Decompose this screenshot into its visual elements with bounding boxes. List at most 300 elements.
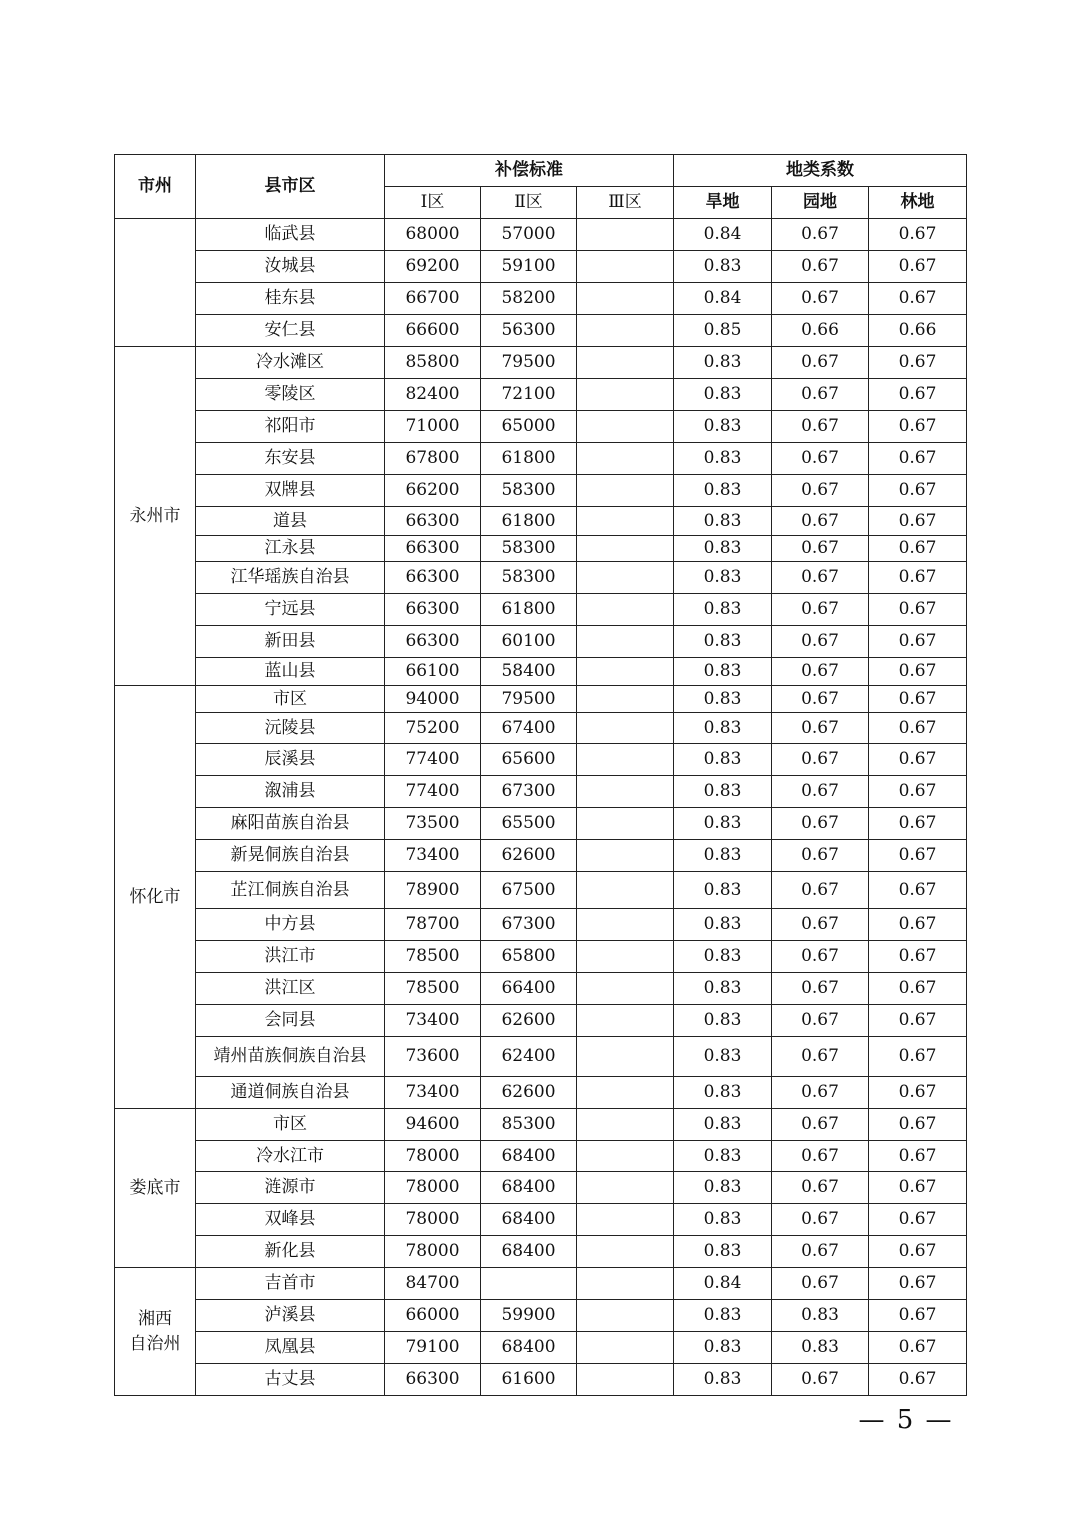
zone2-cell: 65600 xyxy=(481,744,577,776)
zone3-cell xyxy=(577,1268,674,1300)
county-cell: 蓝山县 xyxy=(196,658,385,686)
dry-coef-cell: 0.83 xyxy=(674,1037,772,1077)
zone2-cell: 58200 xyxy=(481,283,577,315)
dry-coef-cell: 0.83 xyxy=(674,808,772,840)
table-row xyxy=(115,1005,967,1037)
zone2-cell: 67500 xyxy=(481,872,577,909)
zone2-cell: 56300 xyxy=(481,315,577,347)
garden-coef-cell: 0.67 xyxy=(772,1141,869,1172)
zone1-cell: 71000 xyxy=(385,411,481,443)
zone2-header: Ⅱ区 xyxy=(481,187,577,219)
forest-coef-cell: 0.67 xyxy=(869,1268,967,1300)
garden-coef-cell: 0.67 xyxy=(772,872,869,909)
forest-coef-cell: 0.66 xyxy=(869,315,967,347)
zone1-cell: 77400 xyxy=(385,776,481,808)
county-cell: 麻阳苗族自治县 xyxy=(196,808,385,840)
garden-coef-cell: 0.67 xyxy=(772,283,869,315)
dry-coef-cell: 0.84 xyxy=(674,283,772,315)
zone1-cell: 78900 xyxy=(385,872,481,909)
garden-coef-cell: 0.67 xyxy=(772,219,869,251)
county-cell: 吉首市 xyxy=(196,1268,385,1300)
forest-coef-cell: 0.67 xyxy=(869,562,967,594)
garden-coef-cell: 0.67 xyxy=(772,1005,869,1037)
zone1-cell: 73400 xyxy=(385,1077,481,1109)
dry-coef-cell: 0.83 xyxy=(674,347,772,379)
zone3-cell xyxy=(577,1172,674,1204)
garden-coef-cell: 0.67 xyxy=(772,1236,869,1268)
county-cell: 泸溪县 xyxy=(196,1300,385,1332)
zone1-cell: 66300 xyxy=(385,626,481,658)
garden-coef-cell: 0.67 xyxy=(772,1077,869,1109)
county-cell: 双峰县 xyxy=(196,1204,385,1236)
county-cell: 道县 xyxy=(196,507,385,536)
dry-coef-cell: 0.84 xyxy=(674,219,772,251)
garden-coef-cell: 0.67 xyxy=(772,536,869,562)
forest-coef-cell: 0.67 xyxy=(869,507,967,536)
forest-coef-cell: 0.67 xyxy=(869,475,967,507)
forest-land-header: 林地 xyxy=(869,187,967,219)
dry-coef-cell: 0.83 xyxy=(674,1109,772,1141)
zone3-cell xyxy=(577,1204,674,1236)
dry-coef-cell: 0.83 xyxy=(674,973,772,1005)
zone3-cell xyxy=(577,1109,674,1141)
forest-coef-cell: 0.67 xyxy=(869,219,967,251)
garden-coef-cell: 0.83 xyxy=(772,1332,869,1364)
zone1-cell: 75200 xyxy=(385,713,481,744)
table-row xyxy=(115,1332,967,1364)
county-cell: 通道侗族自治县 xyxy=(196,1077,385,1109)
zone2-cell: 62400 xyxy=(481,1037,577,1077)
garden-coef-cell: 0.67 xyxy=(772,658,869,686)
garden-coef-cell: 0.67 xyxy=(772,1364,869,1396)
table-row xyxy=(115,1300,967,1332)
zone2-cell: 68400 xyxy=(481,1172,577,1204)
garden-coef-cell: 0.67 xyxy=(772,1172,869,1204)
garden-coef-cell: 0.67 xyxy=(772,686,869,713)
table-row xyxy=(115,1109,967,1141)
forest-coef-cell: 0.67 xyxy=(869,808,967,840)
zone2-cell: 58400 xyxy=(481,658,577,686)
county-cell: 市区 xyxy=(196,686,385,713)
zone3-cell xyxy=(577,1300,674,1332)
zone2-cell: 68400 xyxy=(481,1141,577,1172)
zone2-cell: 66400 xyxy=(481,973,577,1005)
zone1-cell: 78700 xyxy=(385,909,481,941)
zone2-cell: 67300 xyxy=(481,776,577,808)
table-row xyxy=(115,872,967,909)
zone3-header: Ⅲ区 xyxy=(577,187,674,219)
zone1-cell: 94000 xyxy=(385,686,481,713)
land-coefficient-header: 地类系数 xyxy=(674,155,967,187)
zone2-cell: 58300 xyxy=(481,562,577,594)
zone1-cell: 66000 xyxy=(385,1300,481,1332)
zone2-cell: 60100 xyxy=(481,626,577,658)
county-cell: 双牌县 xyxy=(196,475,385,507)
zone3-cell xyxy=(577,626,674,658)
zone2-cell: 67400 xyxy=(481,713,577,744)
forest-coef-cell: 0.67 xyxy=(869,1332,967,1364)
zone3-cell xyxy=(577,744,674,776)
table-row xyxy=(115,909,967,941)
dry-coef-cell: 0.83 xyxy=(674,744,772,776)
zone3-cell xyxy=(577,1364,674,1396)
county-cell: 中方县 xyxy=(196,909,385,941)
forest-coef-cell: 0.67 xyxy=(869,941,967,973)
zone3-cell xyxy=(577,1037,674,1077)
zone3-cell xyxy=(577,808,674,840)
dry-coef-cell: 0.83 xyxy=(674,1141,772,1172)
zone1-cell: 73400 xyxy=(385,1005,481,1037)
zone3-cell xyxy=(577,1005,674,1037)
zone3-cell xyxy=(577,536,674,562)
zone2-cell: 67300 xyxy=(481,909,577,941)
zone3-cell xyxy=(577,840,674,872)
zone3-cell xyxy=(577,909,674,941)
zone3-cell xyxy=(577,507,674,536)
garden-coef-cell: 0.67 xyxy=(772,443,869,475)
garden-coef-cell: 0.67 xyxy=(772,594,869,626)
forest-coef-cell: 0.67 xyxy=(869,1005,967,1037)
dry-land-header: 旱地 xyxy=(674,187,772,219)
zone3-cell xyxy=(577,283,674,315)
dry-coef-cell: 0.83 xyxy=(674,1236,772,1268)
garden-coef-cell: 0.67 xyxy=(772,1268,869,1300)
dry-coef-cell: 0.83 xyxy=(674,941,772,973)
county-cell: 涟源市 xyxy=(196,1172,385,1204)
table-row xyxy=(115,379,967,411)
zone2-cell: 59900 xyxy=(481,1300,577,1332)
zone2-cell: 68400 xyxy=(481,1236,577,1268)
zone2-cell: 65500 xyxy=(481,808,577,840)
dry-coef-cell: 0.85 xyxy=(674,315,772,347)
zone2-cell: 68400 xyxy=(481,1332,577,1364)
county-cell: 沅陵县 xyxy=(196,713,385,744)
county-cell: 洪江区 xyxy=(196,973,385,1005)
forest-coef-cell: 0.67 xyxy=(869,411,967,443)
county-cell: 零陵区 xyxy=(196,379,385,411)
garden-coef-cell: 0.67 xyxy=(772,507,869,536)
forest-coef-cell: 0.67 xyxy=(869,594,967,626)
garden-coef-cell: 0.67 xyxy=(772,808,869,840)
county-cell: 冷水江市 xyxy=(196,1141,385,1172)
forest-coef-cell: 0.67 xyxy=(869,840,967,872)
table-row xyxy=(115,744,967,776)
dry-coef-cell: 0.83 xyxy=(674,1077,772,1109)
zone1-cell: 66300 xyxy=(385,594,481,626)
zone1-cell: 66100 xyxy=(385,658,481,686)
city-cell xyxy=(115,1268,196,1396)
dry-coef-cell: 0.84 xyxy=(674,1268,772,1300)
zone2-cell: 61800 xyxy=(481,443,577,475)
county-cell: 祁阳市 xyxy=(196,411,385,443)
county-cell: 会同县 xyxy=(196,1005,385,1037)
county-cell: 溆浦县 xyxy=(196,776,385,808)
county-cell: 芷江侗族自治县 xyxy=(196,872,385,909)
zone3-cell xyxy=(577,1077,674,1109)
county-cell: 宁远县 xyxy=(196,594,385,626)
zone2-cell: 62600 xyxy=(481,840,577,872)
forest-coef-cell: 0.67 xyxy=(869,872,967,909)
table-row xyxy=(115,973,967,1005)
garden-coef-cell: 0.67 xyxy=(772,379,869,411)
garden-coef-cell: 0.67 xyxy=(772,1109,869,1141)
zone2-cell: 65800 xyxy=(481,941,577,973)
table-row xyxy=(115,411,967,443)
forest-coef-cell: 0.67 xyxy=(869,744,967,776)
table-row xyxy=(115,776,967,808)
zone3-cell xyxy=(577,379,674,411)
garden-coef-cell: 0.67 xyxy=(772,744,869,776)
garden-coef-cell: 0.67 xyxy=(772,475,869,507)
table-row xyxy=(115,475,967,507)
garden-coef-cell: 0.66 xyxy=(772,315,869,347)
zone3-cell xyxy=(577,776,674,808)
zone1-cell: 77400 xyxy=(385,744,481,776)
table-row xyxy=(115,686,967,713)
table-body xyxy=(115,219,967,1396)
city-cell: 怀化市 xyxy=(115,686,196,1109)
dry-coef-cell: 0.83 xyxy=(674,507,772,536)
county-cell: 凤凰县 xyxy=(196,1332,385,1364)
forest-coef-cell: 0.67 xyxy=(869,1204,967,1236)
zone1-cell: 66700 xyxy=(385,283,481,315)
forest-coef-cell: 0.67 xyxy=(869,1077,967,1109)
dry-coef-cell: 0.83 xyxy=(674,1204,772,1236)
table-row xyxy=(115,1172,967,1204)
zone2-cell: 85300 xyxy=(481,1109,577,1141)
dry-coef-cell: 0.83 xyxy=(674,1300,772,1332)
forest-coef-cell: 0.67 xyxy=(869,1141,967,1172)
compensation-standard-header: 补偿标准 xyxy=(385,155,674,187)
forest-coef-cell: 0.67 xyxy=(869,443,967,475)
table-row xyxy=(115,443,967,475)
zone3-cell xyxy=(577,562,674,594)
dry-coef-cell: 0.83 xyxy=(674,1364,772,1396)
garden-coef-cell: 0.67 xyxy=(772,1037,869,1077)
zone3-cell xyxy=(577,686,674,713)
forest-coef-cell: 0.67 xyxy=(869,1364,967,1396)
zone3-cell xyxy=(577,1236,674,1268)
table-row xyxy=(115,219,967,251)
zone1-cell: 73500 xyxy=(385,808,481,840)
dry-coef-cell: 0.83 xyxy=(674,1005,772,1037)
zone1-cell: 78500 xyxy=(385,941,481,973)
county-cell: 安仁县 xyxy=(196,315,385,347)
zone1-cell: 78000 xyxy=(385,1172,481,1204)
dry-coef-cell: 0.83 xyxy=(674,594,772,626)
dry-coef-cell: 0.83 xyxy=(674,872,772,909)
table-row xyxy=(115,283,967,315)
garden-land-header: 园地 xyxy=(772,187,869,219)
garden-coef-cell: 0.67 xyxy=(772,1204,869,1236)
county-cell: 临武县 xyxy=(196,219,385,251)
zone1-cell: 68000 xyxy=(385,219,481,251)
dry-coef-cell: 0.83 xyxy=(674,1172,772,1204)
zone2-cell: 61800 xyxy=(481,507,577,536)
table-row xyxy=(115,713,967,744)
garden-coef-cell: 0.67 xyxy=(772,626,869,658)
page-number: — 5 — xyxy=(858,1405,954,1435)
dry-coef-cell: 0.83 xyxy=(674,411,772,443)
dry-coef-cell: 0.83 xyxy=(674,562,772,594)
table-row xyxy=(115,1204,967,1236)
garden-coef-cell: 0.67 xyxy=(772,562,869,594)
zone3-cell xyxy=(577,1141,674,1172)
zone1-cell: 73400 xyxy=(385,840,481,872)
zone2-cell: 79500 xyxy=(481,347,577,379)
county-cell: 冷水滩区 xyxy=(196,347,385,379)
forest-coef-cell: 0.67 xyxy=(869,909,967,941)
zone2-cell: 59100 xyxy=(481,251,577,283)
county-cell: 汝城县 xyxy=(196,251,385,283)
county-cell: 市区 xyxy=(196,1109,385,1141)
dry-coef-cell: 0.83 xyxy=(674,840,772,872)
col-city-header: 市州 xyxy=(115,155,196,219)
zone2-cell: 62600 xyxy=(481,1005,577,1037)
table-row xyxy=(115,347,967,379)
zone2-cell xyxy=(481,1268,577,1300)
zone1-header: Ⅰ区 xyxy=(385,187,481,219)
forest-coef-cell: 0.67 xyxy=(869,1300,967,1332)
garden-coef-cell: 0.67 xyxy=(772,941,869,973)
forest-coef-cell: 0.67 xyxy=(869,686,967,713)
forest-coef-cell: 0.67 xyxy=(869,283,967,315)
compensation-table xyxy=(114,154,967,1396)
garden-coef-cell: 0.67 xyxy=(772,411,869,443)
forest-coef-cell: 0.67 xyxy=(869,1236,967,1268)
county-cell: 辰溪县 xyxy=(196,744,385,776)
forest-coef-cell: 0.67 xyxy=(869,658,967,686)
forest-coef-cell: 0.67 xyxy=(869,347,967,379)
table-row xyxy=(115,840,967,872)
zone3-cell xyxy=(577,713,674,744)
dry-coef-cell: 0.83 xyxy=(674,626,772,658)
zone3-cell xyxy=(577,251,674,283)
zone3-cell xyxy=(577,658,674,686)
county-cell: 新化县 xyxy=(196,1236,385,1268)
zone3-cell xyxy=(577,941,674,973)
zone2-cell: 61600 xyxy=(481,1364,577,1396)
dry-coef-cell: 0.83 xyxy=(674,536,772,562)
forest-coef-cell: 0.67 xyxy=(869,379,967,411)
table-row xyxy=(115,1077,967,1109)
county-cell: 新田县 xyxy=(196,626,385,658)
county-cell: 桂东县 xyxy=(196,283,385,315)
dry-coef-cell: 0.83 xyxy=(674,658,772,686)
dry-coef-cell: 0.83 xyxy=(674,475,772,507)
city-cell: 永州市 xyxy=(115,347,196,686)
county-cell: 新晃侗族自治县 xyxy=(196,840,385,872)
county-cell: 古丈县 xyxy=(196,1364,385,1396)
table-row xyxy=(115,1268,967,1300)
dry-coef-cell: 0.83 xyxy=(674,776,772,808)
zone2-cell: 72100 xyxy=(481,379,577,411)
zone3-cell xyxy=(577,411,674,443)
dry-coef-cell: 0.83 xyxy=(674,909,772,941)
zone1-cell: 78000 xyxy=(385,1141,481,1172)
zone1-cell: 78000 xyxy=(385,1204,481,1236)
zone1-cell: 78000 xyxy=(385,1236,481,1268)
zone3-cell xyxy=(577,443,674,475)
table-row xyxy=(115,594,967,626)
garden-coef-cell: 0.67 xyxy=(772,776,869,808)
table-row xyxy=(115,1236,967,1268)
dry-coef-cell: 0.83 xyxy=(674,251,772,283)
zone2-cell: 62600 xyxy=(481,1077,577,1109)
county-cell: 靖州苗族侗族自治县 xyxy=(196,1037,385,1077)
forest-coef-cell: 0.67 xyxy=(869,1109,967,1141)
zone1-cell: 78500 xyxy=(385,973,481,1005)
table-row xyxy=(115,626,967,658)
dry-coef-cell: 0.83 xyxy=(674,686,772,713)
dry-coef-cell: 0.83 xyxy=(674,443,772,475)
garden-coef-cell: 0.83 xyxy=(772,1300,869,1332)
forest-coef-cell: 0.67 xyxy=(869,251,967,283)
zone2-cell: 79500 xyxy=(481,686,577,713)
zone2-cell: 65000 xyxy=(481,411,577,443)
table-row xyxy=(115,251,967,283)
zone3-cell xyxy=(577,475,674,507)
city-cell xyxy=(115,219,196,347)
zone3-cell xyxy=(577,1332,674,1364)
zone1-cell: 66600 xyxy=(385,315,481,347)
county-cell: 江永县 xyxy=(196,536,385,562)
zone1-cell: 67800 xyxy=(385,443,481,475)
zone1-cell: 84700 xyxy=(385,1268,481,1300)
county-cell: 江华瑶族自治县 xyxy=(196,562,385,594)
county-cell: 洪江市 xyxy=(196,941,385,973)
forest-coef-cell: 0.67 xyxy=(869,973,967,1005)
zone3-cell xyxy=(577,872,674,909)
garden-coef-cell: 0.67 xyxy=(772,347,869,379)
zone1-cell: 66300 xyxy=(385,536,481,562)
garden-coef-cell: 0.67 xyxy=(772,251,869,283)
table-row xyxy=(115,658,967,686)
table-row xyxy=(115,941,967,973)
zone1-cell: 69200 xyxy=(385,251,481,283)
garden-coef-cell: 0.67 xyxy=(772,713,869,744)
table-row xyxy=(115,536,967,562)
city-cell-line: 湘西 xyxy=(138,1308,172,1329)
zone3-cell xyxy=(577,219,674,251)
zone3-cell xyxy=(577,347,674,379)
dry-coef-cell: 0.83 xyxy=(674,713,772,744)
zone1-cell: 73600 xyxy=(385,1037,481,1077)
zone2-cell: 57000 xyxy=(481,219,577,251)
dry-coef-cell: 0.83 xyxy=(674,1332,772,1364)
zone1-cell: 66300 xyxy=(385,562,481,594)
zone1-cell: 85800 xyxy=(385,347,481,379)
zone1-cell: 82400 xyxy=(385,379,481,411)
garden-coef-cell: 0.67 xyxy=(772,840,869,872)
zone2-cell: 58300 xyxy=(481,475,577,507)
garden-coef-cell: 0.67 xyxy=(772,973,869,1005)
zone3-cell xyxy=(577,315,674,347)
forest-coef-cell: 0.67 xyxy=(869,536,967,562)
zone3-cell xyxy=(577,594,674,626)
zone2-cell: 58300 xyxy=(481,536,577,562)
forest-coef-cell: 0.67 xyxy=(869,776,967,808)
zone1-cell: 79100 xyxy=(385,1332,481,1364)
dry-coef-cell: 0.83 xyxy=(674,379,772,411)
zone1-cell: 66300 xyxy=(385,1364,481,1396)
forest-coef-cell: 0.67 xyxy=(869,713,967,744)
table-row xyxy=(115,562,967,594)
zone2-cell: 68400 xyxy=(481,1204,577,1236)
col-county-header: 县市区 xyxy=(196,155,385,219)
forest-coef-cell: 0.67 xyxy=(869,1037,967,1077)
table-row xyxy=(115,1141,967,1172)
